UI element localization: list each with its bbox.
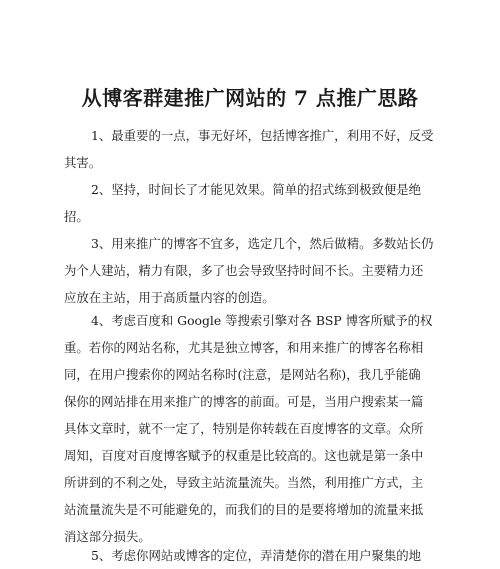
paragraph-1 — [64, 122, 436, 176]
paragraph-3 — [64, 230, 436, 311]
paragraph-line: 5、考虑你网站或博客的定位，弄清楚你的潜在用户聚集的地 — [91, 548, 422, 563]
paragraph-line: 所讲到的不利之处，导致主站流量流失。当然，利用推广方式，主 — [64, 475, 424, 490]
paragraph-line: 具体文章时，就不一定了，特别是你转载在百度博客的文章。众所 — [64, 421, 424, 436]
paragraph-line: 消这部分损失。 — [64, 529, 151, 544]
paragraph-line: 为个人建站，精力有限，多了也会导致坚持时间不长。主要精力还 — [64, 263, 424, 278]
paragraph-line: 1、最重要的一点，事无好坏，包括博客推广，利用不好，反受 — [91, 128, 434, 143]
paragraph-line: 重。若你的网站名称，尤其是独立博客，和用来推广的博客名称相 — [64, 340, 424, 355]
paragraph-2 — [64, 176, 436, 230]
paragraph-line: 3、用来推广的博客不宜多，选定几个，然后做精。多数站长仍 — [91, 236, 434, 251]
paragraph-line: 应放在主站，用于高质量内容的创造。 — [64, 290, 275, 305]
paragraph-line: 2、坚持，时间长了才能见效果。简单的招式练到极致便是绝 — [91, 182, 422, 197]
paragraph-line: 同，在用户搜索你的网站名称时(注意，是网站名称)，我几乎能确 — [64, 367, 421, 382]
paragraph-line: 招。 — [64, 209, 89, 224]
paragraph-line: 周知，百度对百度博客赋予的权重是比较高的。这也就是第一条中 — [64, 448, 424, 463]
paragraph-line: 其害。 — [64, 155, 102, 170]
paragraph-line: 保你的网站排在用来推广的博客的前面。可是，当用户搜索某一篇 — [64, 394, 424, 409]
paragraph-4 — [64, 307, 436, 550]
paragraph-line: 站流量流失是不可能避免的，而我们的目的是要将增加的流量来抵 — [64, 502, 424, 517]
paragraph-line: 4、考虑百度和 Google 等搜索引擎对各 BSP 博客所赋予的权 — [91, 313, 433, 328]
document-title: 从博客群建推广网站的 7 点推广思路 — [81, 86, 419, 110]
